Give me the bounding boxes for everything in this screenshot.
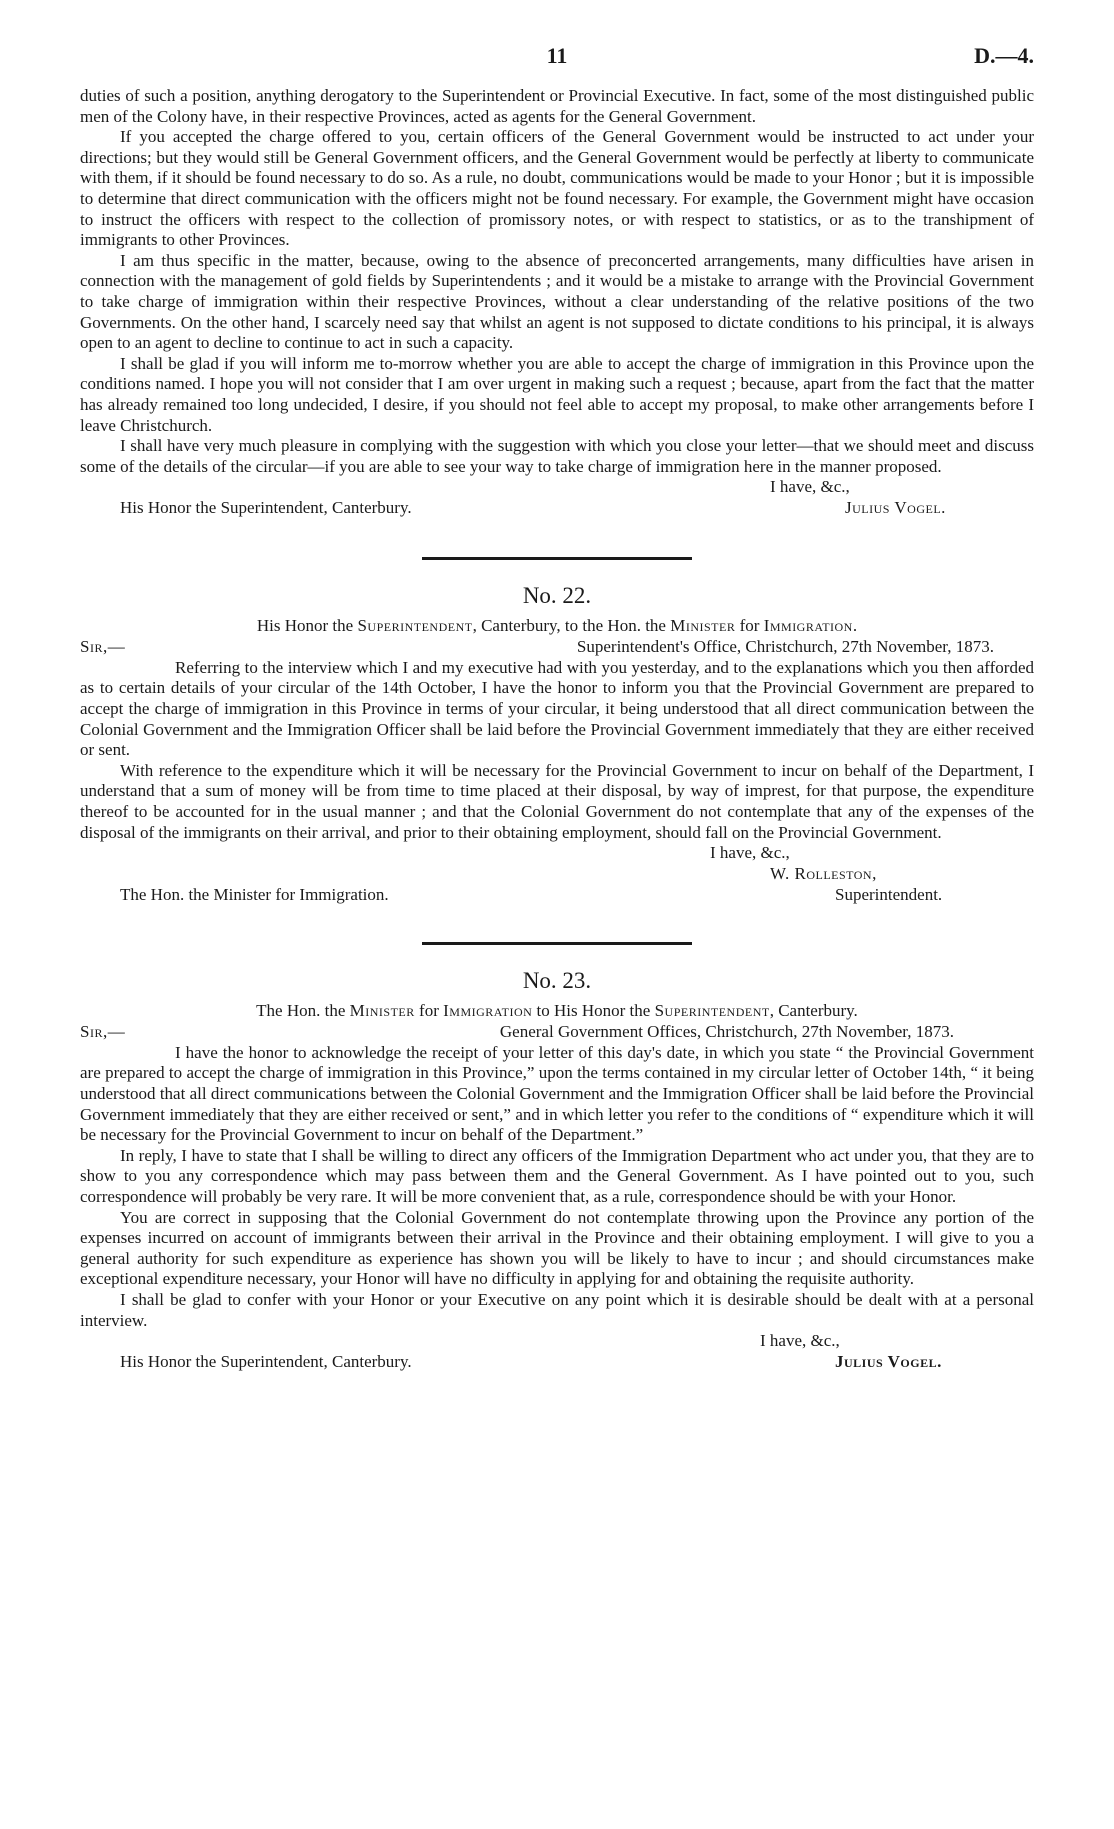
address-text: The Hon. the xyxy=(256,1001,350,1021)
address-title: Superintendent xyxy=(357,616,473,636)
closing-row xyxy=(80,843,1034,864)
paragraph: With reference to the expenditure which it will be necessary for the Provincial Government to incur on behalf of the Department, I understand that a sum of money will be from time to time placed at their disposal, by way of imprest, for that purpose, the expenditure thereof to be accounted for in the usual manner ; and that the Colonial Government do not contemplate that any of the expenses of the disposal of the immigrants on their arrival, and prior to their obtaining employment, should fall on the Provincial Government. xyxy=(80,760,1034,842)
paragraph: I have the honor to acknowledge the receipt of your letter of this day's date, in which you state “ the Provincial Government are prepared to accept the charge of immigration in this Province,” upon the terms contained in my circular letter of October 14th, “ it being understood that all direct communications between the Colonial Government and the Immigration Officer shall be laid before the Provincial Government immediately that they are either received or sent,” and in which letter you refer to the conditions of “ expenditure which it will be necessary for the Provincial Government to incur on behalf of the Department.” xyxy=(80,1042,1034,1145)
addressee: His Honor the Superintendent, Canterbury. xyxy=(120,498,412,518)
signature-row xyxy=(80,864,1034,885)
salutation: Sir,— xyxy=(80,1021,126,1041)
signature: W. Rolleston, xyxy=(770,864,877,884)
closing-row xyxy=(80,477,1034,498)
page-number: 11 xyxy=(546,43,568,68)
address-title: Minister xyxy=(670,616,736,636)
paragraph: If you accepted the charge offered to you, certain officers of the General Government would be instructed to act under your directions; but they would still be General Government officers, and the General Government would be perfectly at liberty to communicate with them, if it should be found necessary to do so. As a rule, no doubt, communications would be made to your Honor ; but it is impossible to determine that direct communication with the officers might not be found necessary. For example, the Government might have occasion to instruct the officers with respect to the collection of promissory notes, or with respect to statistics, or as to the transhipment of immigrants to other Provinces. xyxy=(80,127,1034,250)
address-title: Minister xyxy=(349,1001,415,1021)
paragraph: I shall be glad if you will inform me to-morrow whether you are able to accept the charge of immigration in this Province upon the conditions named. I hope you will not consider that I am over urgent in making such a request ; because, apart from the fact that the matter has already remained too long undecided, I desire, if you should not feel able to accept my proposal, to make other arrangements before I leave Christchurch. xyxy=(80,353,1034,435)
closing: I have, &c., xyxy=(760,1331,840,1351)
place-date: General Government Offices, Christchurch, 27th November, 1873. xyxy=(499,1021,954,1041)
address-text: His Honor the xyxy=(256,616,358,636)
paragraph: I shall be glad to confer with your Honor or your Executive on any point which it is desirable should be dealt with at a personal interview. xyxy=(80,1289,1034,1330)
address-text: , Canterbury. xyxy=(769,1001,858,1021)
letter-number: No. 23. xyxy=(522,968,592,994)
address-line xyxy=(80,616,1034,637)
letter-21-continuation xyxy=(80,86,1034,519)
salutation-row xyxy=(80,1022,1034,1043)
paragraph: You are correct in supposing that the Colonial Government do not contemplate throwing upon the Province any portion of the expenses incurred on account of immigrants between their arrival in the Province and their obtaining employment. I will give to you a general authority for such expenditure as experience has shown you will be likely to have to incur ; and should circumstances make exceptional expenditure necessary, your Honor will have no difficulty in applying for and obtaining the requisite authority. xyxy=(80,1207,1034,1289)
addressee: His Honor the Superintendent, Canterbury. xyxy=(120,1352,412,1372)
paragraph: Referring to the interview which I and my executive had with you yesterday, and to the explanations which you then afforded as to certain details of your circular of the 14th October, I have the honor to inform you that the Provincial Government are prepared to accept the charge of immigration in this Province in terms of your circular, it being understood that all direct communication between the Colonial Government and the Immigration Officer shall be laid before the Provincial Government immediately that they are either received or sent. xyxy=(80,657,1034,760)
salutation-row xyxy=(80,637,1034,658)
closing: I have, &c., xyxy=(710,843,790,863)
signatory-title: Superintendent. xyxy=(835,885,943,905)
paragraph: I shall have very much pleasure in complying with the suggestion with which you close your letter—that we should meet and discuss some of the details of the circular—if you are able to see your way to take charge of immigration here in the manner proposed. xyxy=(80,436,1034,476)
closing: I have, &c., xyxy=(770,477,850,497)
paragraph: duties of such a position, anything derogatory to the Superintendent or Provincial Executive. In fact, some of the most distinguished public men of the Colony have, in their respective Provinces, acted as agents for the General Government. xyxy=(80,86,1034,126)
address-text: for xyxy=(735,616,764,636)
page-header xyxy=(80,43,1034,86)
letter-23 xyxy=(80,967,1034,1373)
addressee-row xyxy=(80,1352,1034,1373)
signature: Julius Vogel. xyxy=(845,498,946,518)
place-date: Superintendent's Office, Christchurch, 27th November, 1873. xyxy=(576,636,994,656)
address-text: , Canterbury, to the Hon. the xyxy=(472,616,671,636)
address-title: Superintendent xyxy=(654,1001,770,1021)
addressee: The Hon. the Minister for Immigration. xyxy=(120,885,389,905)
address-text: to His Honor the xyxy=(532,1001,655,1021)
salutation: Sir,— xyxy=(80,636,126,656)
document-reference: D.—4. xyxy=(974,43,1034,68)
paragraph: I am thus specific in the matter, because, owing to the absence of preconcerted arrangements, many difficulties have arisen in connection with the management of gold fields by Superintendents ; and it would be a mistake to arrange with the Provincial Government to take charge of immigration within their respective Provinces, without a clear understanding of the relative positions of the two Governments. On the other hand, I scarcely need say that whilst an agent is not supposed to dictate conditions to his principal, it is always open to an agent to decline to continue to act in such a capacity. xyxy=(80,250,1034,353)
address-line xyxy=(80,1001,1034,1022)
address-text: . xyxy=(852,616,858,636)
address-title: Immigration xyxy=(763,616,853,636)
letter-number: No. 22. xyxy=(522,583,592,609)
addressee-row xyxy=(80,885,1034,906)
addressee-row xyxy=(80,498,1034,519)
closing-row xyxy=(80,1331,1034,1352)
address-text: for xyxy=(414,1001,444,1021)
paragraph: In reply, I have to state that I shall be willing to direct any officers of the Immigration Department who act under you, that they are to show to you any correspondence which may pass between them and the General Government. As I have pointed out to you, such correspondence will probably be very rare. It will be more convenient that, as a rule, correspondence should be with your Honor. xyxy=(80,1145,1034,1206)
signature: Julius Vogel. xyxy=(835,1352,942,1372)
address-title: Immigration xyxy=(443,1001,533,1021)
letter-22 xyxy=(80,582,1034,906)
